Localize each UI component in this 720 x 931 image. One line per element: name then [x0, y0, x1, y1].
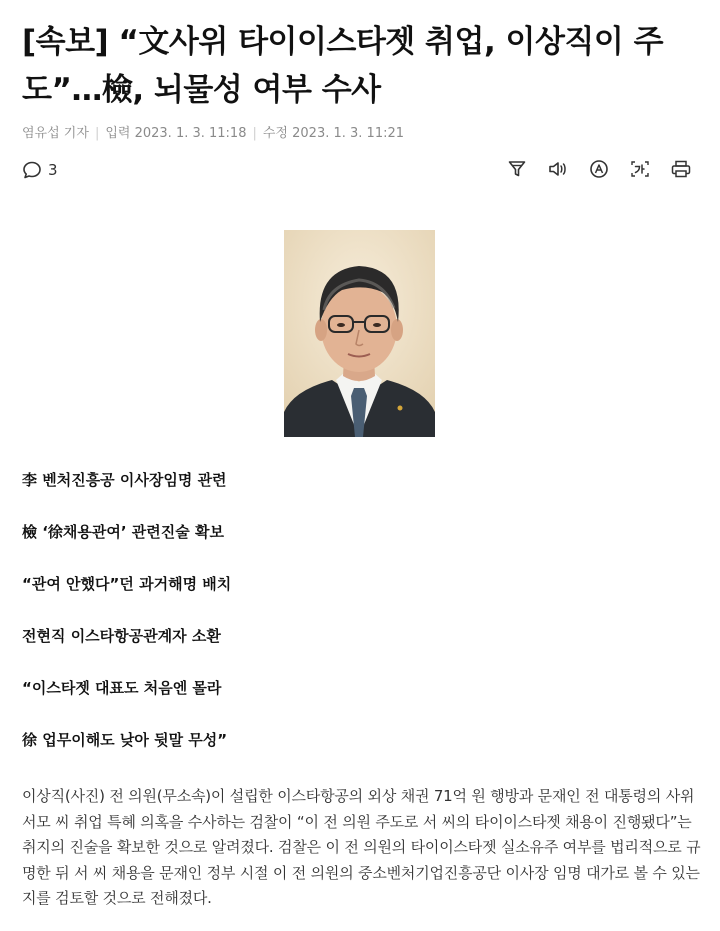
modified-time: 2023. 1. 3. 11:21 — [292, 126, 405, 141]
subhead-item: 李 벤처진흥공 이사장임명 관련 — [22, 471, 227, 489]
translate-icon[interactable] — [588, 158, 610, 180]
divider: | — [94, 126, 100, 141]
filter-icon[interactable] — [506, 158, 528, 180]
input-time: 2023. 1. 3. 11:18 — [134, 126, 247, 141]
comment-button[interactable] — [22, 160, 58, 180]
comment-count: 3 — [48, 161, 58, 179]
speaker-icon[interactable] — [547, 158, 569, 180]
subhead-item: 전현직 이스타항공관계자 소환 — [22, 627, 221, 645]
article-photo — [284, 230, 435, 437]
subhead-item: 檢 ‘徐채용관여’ 관련진술 확보 — [22, 523, 224, 541]
input-label: 입력 — [105, 126, 131, 141]
article-body: 이상직(사진) 전 의원(무소속)이 설립한 이스타항공의 외상 채권 71억 원 행방과 문재인 전 대통령의 사위 서모 씨 취업 특혜 의혹을 수사하는 검찰이 “이 전 의원 주도로 서 씨의 타이이스타젯 채용이 진행됐다”는 취지의 진술을 확보한 것으로 알려졌다. 검찰은 이 전 의원의 타이이스타젯 실소유주 여부를 법리적으로 규명한 뒤 서 씨 채용을 문재인 정부 시절 이 전 의원의 중소벤처기업진흥공단 이사장 임명 대가로 볼 수 있는지를 검토할 것으로 전해졌다. — [22, 787, 701, 907]
article-byline — [22, 122, 404, 141]
modified-label: 수정 — [262, 126, 288, 141]
article-subheads — [22, 462, 231, 774]
subhead-item: 徐 업무이해도 낮아 뒷말 무성” — [22, 731, 228, 749]
article-toolbar — [506, 158, 692, 180]
font-size-icon[interactable] — [629, 158, 651, 180]
divider: | — [252, 126, 257, 141]
comment-icon — [22, 160, 42, 180]
subhead-item: “관여 안했다”던 과거해명 배치 — [22, 575, 232, 593]
article-title: [속보] “文사위 타이이스타젯 취업, 이상직이 주도”…檢, 뇌물성 여부 수사 — [22, 24, 664, 108]
subhead-item: “이스타젯 대표도 처음엔 몰라 — [22, 679, 222, 697]
print-icon[interactable] — [670, 158, 692, 180]
author-name[interactable]: 염유섭 기자 — [22, 126, 89, 141]
